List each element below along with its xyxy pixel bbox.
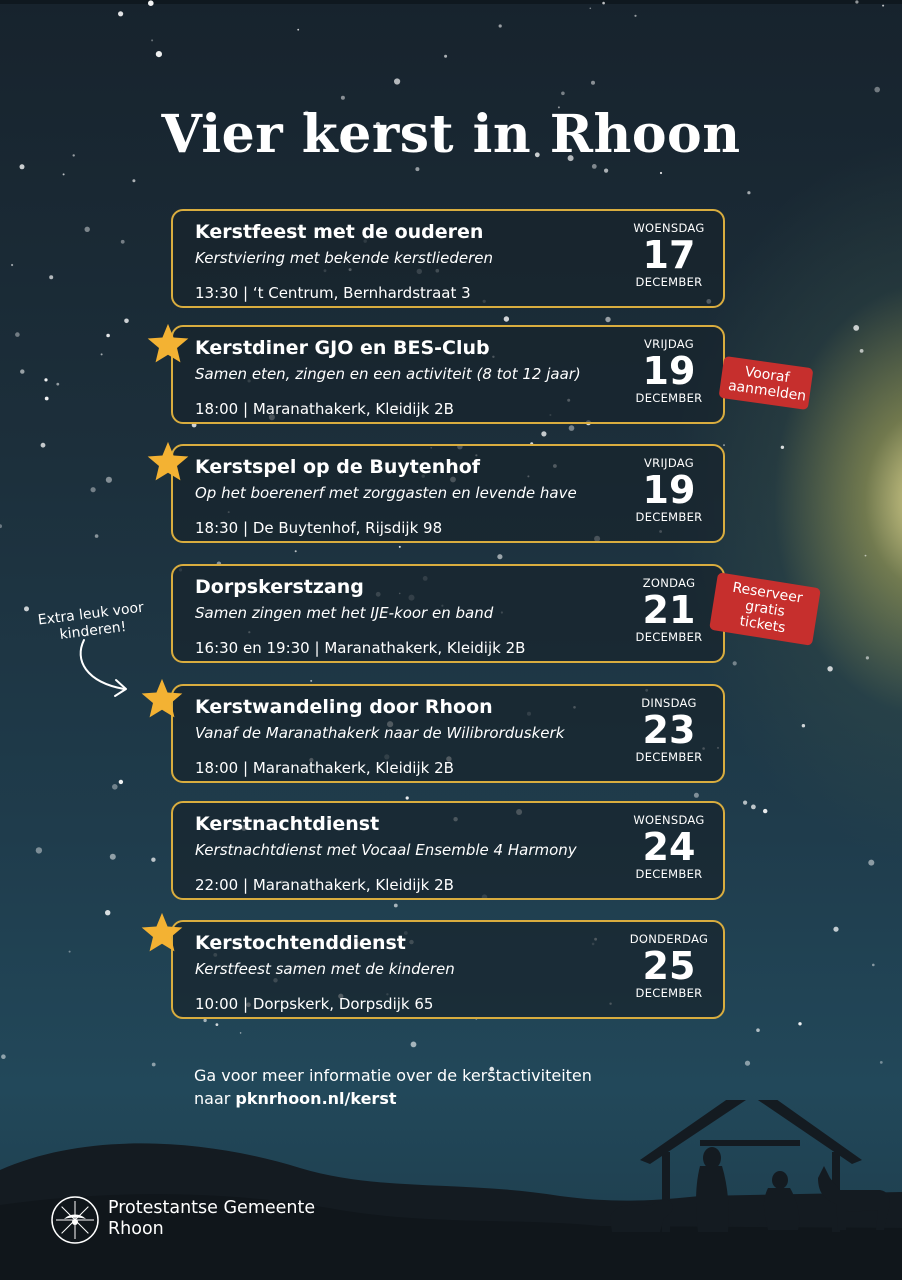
event-title: Kerstnachtdienst [195,813,380,835]
event-day: 23 [642,708,696,752]
event-card [171,444,725,543]
snow-dot [756,1028,760,1032]
reserve-tag: Reserveer gratis tickets [709,572,821,646]
snow-dot [561,92,565,96]
snow-dot [152,1063,156,1067]
snow-dot [853,325,859,331]
snow-dot [874,87,880,93]
snow-dot [85,227,90,232]
event-date [623,813,715,881]
snow-dot [605,317,610,322]
event-location: 13:30 | ‘t Centrum, Bernhardstraat 3 [195,284,471,302]
snow-dot [660,172,662,174]
snow-dot [569,425,575,431]
event-title: Kerstwandeling door Rhoon [195,696,493,718]
snow-dot [399,546,401,548]
more-info-line: Ga voor meer informatie over de kerstactiviteiten [194,1066,592,1085]
snow-dot [499,24,502,27]
snow-dot [415,167,419,171]
event-month: DECEMBER [635,391,703,405]
snow-dot [148,0,154,6]
event-weekday: ZONDAG [642,576,696,590]
snow-dot [781,446,784,449]
snow-dot [604,169,608,173]
organization-name [108,1198,315,1240]
snow-dot [20,369,24,373]
snow-dot [106,477,112,483]
snow-dot [49,275,53,279]
snow-dot [394,904,398,908]
event-date [623,337,715,405]
event-location: 10:00 | Dorpskerk, Dorpsdijk 65 [195,995,434,1013]
star-icon [139,676,185,722]
event-date [623,576,715,644]
event-date [623,932,715,1000]
event-card [171,209,725,308]
snow-dot [865,555,867,557]
link-prefix: naar [194,1089,236,1108]
snow-dot [56,383,59,386]
snow-dot [110,854,116,860]
event-month: DECEMBER [635,986,703,1000]
snow-dot [694,793,699,798]
event-weekday: VRIJDAG [644,337,694,351]
event-subtitle: Op het boerenerf met zorggasten en levende have [195,484,577,502]
event-day: 17 [642,233,696,277]
event-title: Dorpskerstzang [195,576,364,598]
snow-dot [411,1042,417,1048]
snow-dot [36,847,42,853]
snow-dot [216,1023,219,1026]
snow-dot [132,179,135,182]
event-day: 24 [642,825,696,869]
snow-dot [45,397,49,401]
event-date [623,696,715,764]
event-month: DECEMBER [635,867,703,881]
organization-line-2: Rhoon [108,1219,164,1239]
page-title: Vier kerst in Rhoon [161,104,741,165]
event-card [171,684,725,783]
curved-arrow-icon [72,636,132,700]
event-weekday: WOENSDAG [633,221,705,235]
event-card [171,801,725,900]
event-subtitle: Kerstnachtdienst met Vocaal Ensemble 4 Harmony [195,841,577,859]
snow-dot [91,487,96,492]
snow-dot [106,334,110,338]
event-title: Kerstochtenddienst [195,932,406,954]
snow-dot [44,378,47,381]
star-icon [145,439,191,485]
snow-dot [541,431,546,436]
event-weekday: DONDERDAG [629,932,709,946]
event-weekday: WOENSDAG [633,813,705,827]
event-card [171,564,725,663]
snow-dot [20,164,25,169]
snow-dot [855,0,858,3]
snow-dot [723,444,725,446]
organization-line-1: Protestantse Gemeente [108,1198,316,1218]
event-weekday: VRIJDAG [644,456,694,470]
snow-dot [868,860,874,866]
snow-dot [295,550,297,552]
event-card [171,325,725,424]
snow-dot [69,951,71,953]
snow-dot [394,78,400,84]
snow-dot [341,96,345,100]
snow-dot [444,55,447,58]
event-month: DECEMBER [635,510,703,524]
snow-dot [634,15,636,17]
event-title: Kerstdiner GJO en BES-Club [195,337,490,359]
event-title: Kerstfeest met de ouderen [195,221,484,243]
snow-dot [11,264,13,266]
event-location: 22:00 | Maranathakerk, Kleidijk 2B [195,876,454,894]
snow-dot [121,240,125,244]
event-location: 18:00 | Maranathakerk, Kleidijk 2B [195,759,454,777]
snow-dot [406,796,409,799]
star-icon [145,321,191,367]
snow-dot [156,51,162,57]
event-subtitle: Kerstviering met bekende kerstliederen [195,249,493,267]
snow-dot [591,81,595,85]
event-subtitle: Samen eten, zingen en een activiteit (8 tot 12 jaar) [195,365,581,383]
snow-dot [41,443,46,448]
snow-dot [497,554,502,559]
event-day: 19 [642,349,696,393]
snow-dot [745,1061,750,1066]
snow-dot [872,964,875,967]
snow-dot [833,927,838,932]
event-card [171,920,725,1019]
event-location: 16:30 en 19:30 | Maranathakerk, Kleidijk 2B [195,639,526,657]
snow-dot [151,39,153,41]
snow-dot [95,534,99,538]
church-logo-icon [50,1195,100,1245]
snow-dot [105,910,110,915]
event-title: Kerstspel op de Buytenhof [195,456,481,478]
event-subtitle: Kerstfeest samen met de kinderen [195,960,455,978]
event-month: DECEMBER [635,630,703,644]
snow-dot [763,809,767,813]
snow-dot [802,724,805,727]
register-tag: Vooraf aanmelden [719,356,814,410]
snow-dot [747,191,750,194]
event-month: DECEMBER [635,750,703,764]
snow-dot [866,656,869,659]
snow-dot [880,1061,883,1064]
event-subtitle: Vanaf de Maranathakerk naar de Wilibrorduskerk [195,724,565,742]
snow-dot [733,661,737,665]
snow-dot [882,5,884,7]
snow-dot [24,606,29,611]
event-weekday: DINSDAG [641,696,697,710]
event-day: 19 [642,468,696,512]
snow-dot [112,784,118,790]
snow-dot [798,1022,801,1025]
event-location: 18:00 | Maranathakerk, Kleidijk 2B [195,400,454,418]
snow-dot [119,780,123,784]
snow-dot [0,524,2,528]
snow-dot [151,858,155,862]
event-location: 18:30 | De Buytenhof, Rijsdijk 98 [195,519,443,537]
snow-dot [827,666,832,671]
snow-dot [751,805,756,810]
snow-dot [297,29,299,31]
snow-dot [310,680,312,682]
event-day: 25 [642,944,696,988]
event-date [623,221,715,289]
event-subtitle: Samen zingen met het IJE-koor en band [195,604,494,622]
snow-dot [860,349,864,353]
snow-dot [101,353,103,355]
star-icon [139,910,185,956]
kids-note: Extra leuk voor kinderen! [37,599,145,643]
snow-dot [602,2,605,5]
nativity-silhouette [0,1100,902,1280]
snow-dot [1,1054,6,1059]
snow-dot [743,801,747,805]
event-month: DECEMBER [635,275,703,289]
snow-dot [590,8,592,10]
snow-dot [124,319,129,324]
snow-dot [203,1019,206,1022]
snow-dot [63,173,65,175]
event-date [623,456,715,524]
snow-dot [504,316,509,321]
website-link[interactable]: pknrhoon.nl/kerst [235,1089,397,1108]
snow-dot [118,11,123,16]
snow-dot [240,1032,242,1034]
event-day: 21 [642,588,696,632]
snow-dot [15,332,20,337]
